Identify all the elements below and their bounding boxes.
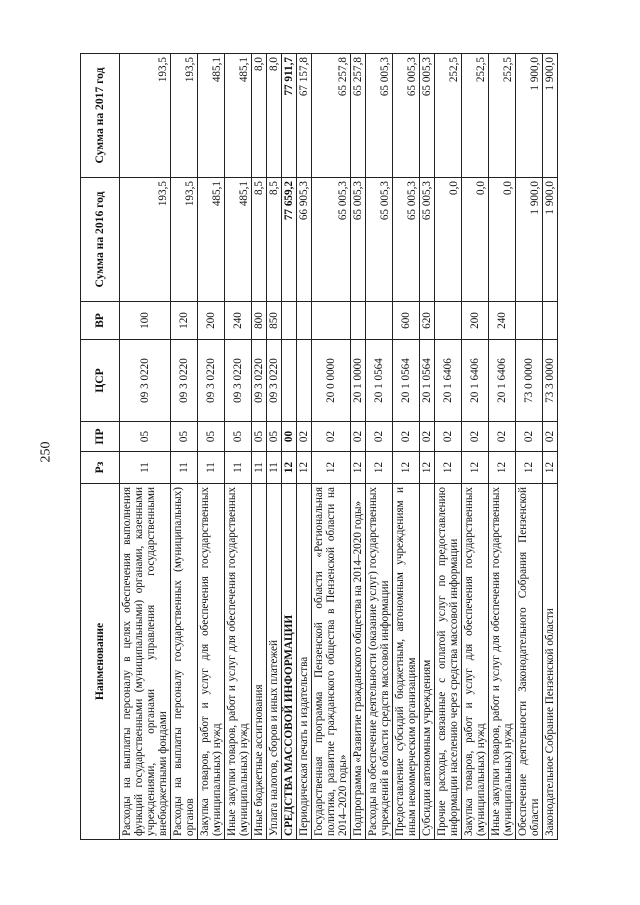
row-name-cell: Уплата налогов, сборов и иных платежей bbox=[267, 484, 282, 840]
row-pr-cell: 02 bbox=[366, 422, 393, 452]
row-pr-cell: 05 bbox=[171, 422, 198, 452]
row-name-cell: Иные закупки товаров, работ и услуг для обеспечения государственных (муниципальных) нужд bbox=[489, 484, 516, 840]
row-pr-cell: 02 bbox=[516, 422, 543, 452]
table-row bbox=[489, 54, 516, 840]
row-csr-cell: 20 1 0564 bbox=[420, 340, 435, 422]
row-sum-2017-cell: 65 257,8 bbox=[351, 54, 366, 178]
row-pr-cell: 02 bbox=[420, 422, 435, 452]
row-sum-2017-cell: 67 157,8 bbox=[297, 54, 312, 178]
row-sum-2017-cell: 65 005,3 bbox=[420, 54, 435, 178]
table-row bbox=[282, 54, 297, 840]
row-csr-cell: 09 3 0220 bbox=[225, 340, 252, 422]
row-sum-2017-cell: 252,5 bbox=[489, 54, 516, 178]
row-sum-2016-cell: 485,1 bbox=[198, 178, 225, 302]
row-vr-cell bbox=[435, 302, 462, 340]
row-sum-2017-cell: 65 005,3 bbox=[393, 54, 420, 178]
table-row bbox=[120, 54, 171, 840]
row-pr-cell: 02 bbox=[312, 422, 351, 452]
row-pr-cell: 02 bbox=[435, 422, 462, 452]
row-vr-cell bbox=[297, 302, 312, 340]
row-pr-cell: 02 bbox=[351, 422, 366, 452]
row-name-cell: Предоставление субсидий бюджетным, автономным учреждениям и иным некоммерческим организациям bbox=[393, 484, 420, 840]
row-rz-cell: 11 bbox=[198, 452, 225, 484]
row-name-cell: СРЕДСТВА МАССОВОЙ ИНФОРМАЦИИ bbox=[282, 484, 297, 840]
row-vr-cell: 800 bbox=[252, 302, 267, 340]
row-sum-2017-cell: 193,5 bbox=[120, 54, 171, 178]
row-pr-cell: 02 bbox=[297, 422, 312, 452]
row-rz-cell: 12 bbox=[489, 452, 516, 484]
row-sum-2016-cell: 0,0 bbox=[462, 178, 489, 302]
row-rz-cell: 11 bbox=[120, 452, 171, 484]
table-row bbox=[297, 54, 312, 840]
row-rz-cell: 12 bbox=[462, 452, 489, 484]
header-csr: ЦСР bbox=[81, 340, 120, 422]
row-name-cell: Подпрограмма «Развитие гражданского общества на 2014–2020 годы» bbox=[351, 484, 366, 840]
table-row bbox=[351, 54, 366, 840]
row-sum-2016-cell: 77 659,2 bbox=[282, 178, 297, 302]
row-csr-cell: 20 1 6406 bbox=[489, 340, 516, 422]
row-pr-cell: 05 bbox=[267, 422, 282, 452]
row-sum-2017-cell: 65 005,3 bbox=[366, 54, 393, 178]
header-vr: ВР bbox=[81, 302, 120, 340]
row-name-cell: Иные бюджетные ассигнования bbox=[252, 484, 267, 840]
row-rz-cell: 12 bbox=[435, 452, 462, 484]
row-sum-2016-cell: 1 900,0 bbox=[543, 178, 558, 302]
row-sum-2017-cell: 252,5 bbox=[462, 54, 489, 178]
row-name-cell: Законодательное Собрание Пензенской области bbox=[543, 484, 558, 840]
row-csr-cell bbox=[282, 340, 297, 422]
row-csr-cell: 09 3 0220 bbox=[198, 340, 225, 422]
rotated-table-container bbox=[80, 54, 561, 840]
row-sum-2017-cell: 65 257,8 bbox=[312, 54, 351, 178]
row-vr-cell bbox=[312, 302, 351, 340]
row-pr-cell: 02 bbox=[462, 422, 489, 452]
row-sum-2016-cell: 65 005,3 bbox=[393, 178, 420, 302]
header-sum-2017: Сумма на 2017 год bbox=[81, 54, 120, 178]
row-vr-cell: 850 bbox=[267, 302, 282, 340]
row-pr-cell: 05 bbox=[120, 422, 171, 452]
row-sum-2017-cell: 485,1 bbox=[225, 54, 252, 178]
row-csr-cell: 09 3 0220 bbox=[120, 340, 171, 422]
table-row bbox=[420, 54, 435, 840]
row-sum-2017-cell: 252,5 bbox=[435, 54, 462, 178]
table-row bbox=[312, 54, 351, 840]
row-vr-cell bbox=[282, 302, 297, 340]
row-rz-cell: 12 bbox=[312, 452, 351, 484]
row-sum-2017-cell: 77 911,7 bbox=[282, 54, 297, 178]
table-row bbox=[435, 54, 462, 840]
row-csr-cell: 20 0 0000 bbox=[312, 340, 351, 422]
table-row bbox=[366, 54, 393, 840]
row-rz-cell: 12 bbox=[297, 452, 312, 484]
header-name: Наименование bbox=[81, 484, 120, 840]
row-sum-2017-cell: 485,1 bbox=[198, 54, 225, 178]
row-sum-2017-cell: 8,0 bbox=[267, 54, 282, 178]
row-name-cell: Периодическая печать и издательства bbox=[297, 484, 312, 840]
row-vr-cell bbox=[351, 302, 366, 340]
row-vr-cell: 620 bbox=[420, 302, 435, 340]
row-rz-cell: 11 bbox=[252, 452, 267, 484]
header-row bbox=[81, 54, 120, 840]
row-pr-cell: 05 bbox=[198, 422, 225, 452]
table-row bbox=[516, 54, 543, 840]
row-name-cell: Расходы на выплаты персоналу государственных (муниципальных) органов bbox=[171, 484, 198, 840]
row-name-cell: Расходы на выплаты персоналу в целях обеспечения выполнения функций государственными (муниципальными) органами, казенными учреждениями, органами управления государственными внебюджетными фондами bbox=[120, 484, 171, 840]
row-csr-cell: 09 3 0220 bbox=[252, 340, 267, 422]
row-sum-2017-cell: 193,5 bbox=[171, 54, 198, 178]
header-sum-2016: Сумма на 2016 год bbox=[81, 178, 120, 302]
table-row bbox=[462, 54, 489, 840]
table-row bbox=[543, 54, 558, 840]
row-sum-2016-cell: 0,0 bbox=[489, 178, 516, 302]
row-csr-cell: 20 1 6406 bbox=[435, 340, 462, 422]
row-csr-cell: 09 3 0220 bbox=[267, 340, 282, 422]
row-csr-cell bbox=[297, 340, 312, 422]
row-sum-2016-cell: 0,0 bbox=[435, 178, 462, 302]
row-sum-2016-cell: 1 900,0 bbox=[516, 178, 543, 302]
row-rz-cell: 11 bbox=[267, 452, 282, 484]
row-name-cell: Государственная программа Пензенской области «Региональная политика, развитие гражданского общества в Пензенской области на 2014–2020 годы» bbox=[312, 484, 351, 840]
row-sum-2016-cell: 193,5 bbox=[120, 178, 171, 302]
row-sum-2017-cell: 1 900,0 bbox=[516, 54, 543, 178]
row-pr-cell: 02 bbox=[393, 422, 420, 452]
row-vr-cell: 120 bbox=[171, 302, 198, 340]
row-sum-2016-cell: 8,5 bbox=[267, 178, 282, 302]
table-row bbox=[171, 54, 198, 840]
row-sum-2016-cell: 65 005,3 bbox=[312, 178, 351, 302]
row-vr-cell: 200 bbox=[198, 302, 225, 340]
row-rz-cell: 12 bbox=[282, 452, 297, 484]
row-vr-cell: 240 bbox=[489, 302, 516, 340]
header-pr: ПР bbox=[81, 422, 120, 452]
row-vr-cell: 600 bbox=[393, 302, 420, 340]
row-pr-cell: 02 bbox=[543, 422, 558, 452]
row-name-cell: Субсидии автономным учреждениям bbox=[420, 484, 435, 840]
row-name-cell: Закупка товаров, работ и услуг для обеспечения государственных (муниципальных) нужд bbox=[198, 484, 225, 840]
row-pr-cell: 05 bbox=[252, 422, 267, 452]
row-csr-cell: 73 3 0000 bbox=[543, 340, 558, 422]
row-name-cell: Иные закупки товаров, работ и услуг для обеспечения государственных (муниципальных) нужд bbox=[225, 484, 252, 840]
row-pr-cell: 05 bbox=[225, 422, 252, 452]
row-pr-cell: 02 bbox=[489, 422, 516, 452]
row-name-cell: Обеспечение деятельности Законодательного Собрания Пензенской области bbox=[516, 484, 543, 840]
row-vr-cell: 240 bbox=[225, 302, 252, 340]
row-sum-2017-cell: 8,0 bbox=[252, 54, 267, 178]
row-rz-cell: 12 bbox=[420, 452, 435, 484]
row-rz-cell: 12 bbox=[393, 452, 420, 484]
row-rz-cell: 11 bbox=[171, 452, 198, 484]
row-vr-cell bbox=[366, 302, 393, 340]
table-row bbox=[267, 54, 282, 840]
table-row bbox=[198, 54, 225, 840]
table-row bbox=[252, 54, 267, 840]
row-rz-cell: 12 bbox=[543, 452, 558, 484]
table-row bbox=[393, 54, 420, 840]
row-csr-cell: 20 1 0564 bbox=[393, 340, 420, 422]
row-vr-cell bbox=[516, 302, 543, 340]
row-csr-cell: 20 1 0564 bbox=[366, 340, 393, 422]
row-pr-cell: 00 bbox=[282, 422, 297, 452]
row-rz-cell: 11 bbox=[225, 452, 252, 484]
row-csr-cell: 09 3 0220 bbox=[171, 340, 198, 422]
row-name-cell: Расходы на обеспечение деятельности (оказание услуг) государственных учреждений в области средств массовой информации bbox=[366, 484, 393, 840]
row-vr-cell bbox=[543, 302, 558, 340]
row-sum-2016-cell: 8,5 bbox=[252, 178, 267, 302]
row-sum-2016-cell: 193,5 bbox=[171, 178, 198, 302]
row-sum-2016-cell: 65 005,3 bbox=[351, 178, 366, 302]
row-csr-cell: 20 1 0000 bbox=[351, 340, 366, 422]
row-vr-cell: 100 bbox=[120, 302, 171, 340]
row-sum-2016-cell: 485,1 bbox=[225, 178, 252, 302]
row-csr-cell: 20 1 6406 bbox=[462, 340, 489, 422]
page-number: 250 bbox=[38, 441, 54, 463]
row-sum-2016-cell: 66 905,3 bbox=[297, 178, 312, 302]
budget-table bbox=[80, 53, 558, 840]
row-csr-cell: 73 0 0000 bbox=[516, 340, 543, 422]
row-name-cell: Закупка товаров, работ и услуг для обеспечения государственных (муниципальных) нужд bbox=[462, 484, 489, 840]
row-name-cell: Прочие расходы, связанные с оплатой услуг по предоставлению информации населению через средства массовой информации bbox=[435, 484, 462, 840]
header-rz: Рз bbox=[81, 452, 120, 484]
row-rz-cell: 12 bbox=[351, 452, 366, 484]
row-sum-2017-cell: 1 900,0 bbox=[543, 54, 558, 178]
row-rz-cell: 12 bbox=[516, 452, 543, 484]
table-body bbox=[120, 54, 558, 840]
row-sum-2016-cell: 65 005,3 bbox=[420, 178, 435, 302]
row-rz-cell: 12 bbox=[366, 452, 393, 484]
row-vr-cell: 200 bbox=[462, 302, 489, 340]
table-row bbox=[225, 54, 252, 840]
row-sum-2016-cell: 65 005,3 bbox=[366, 178, 393, 302]
